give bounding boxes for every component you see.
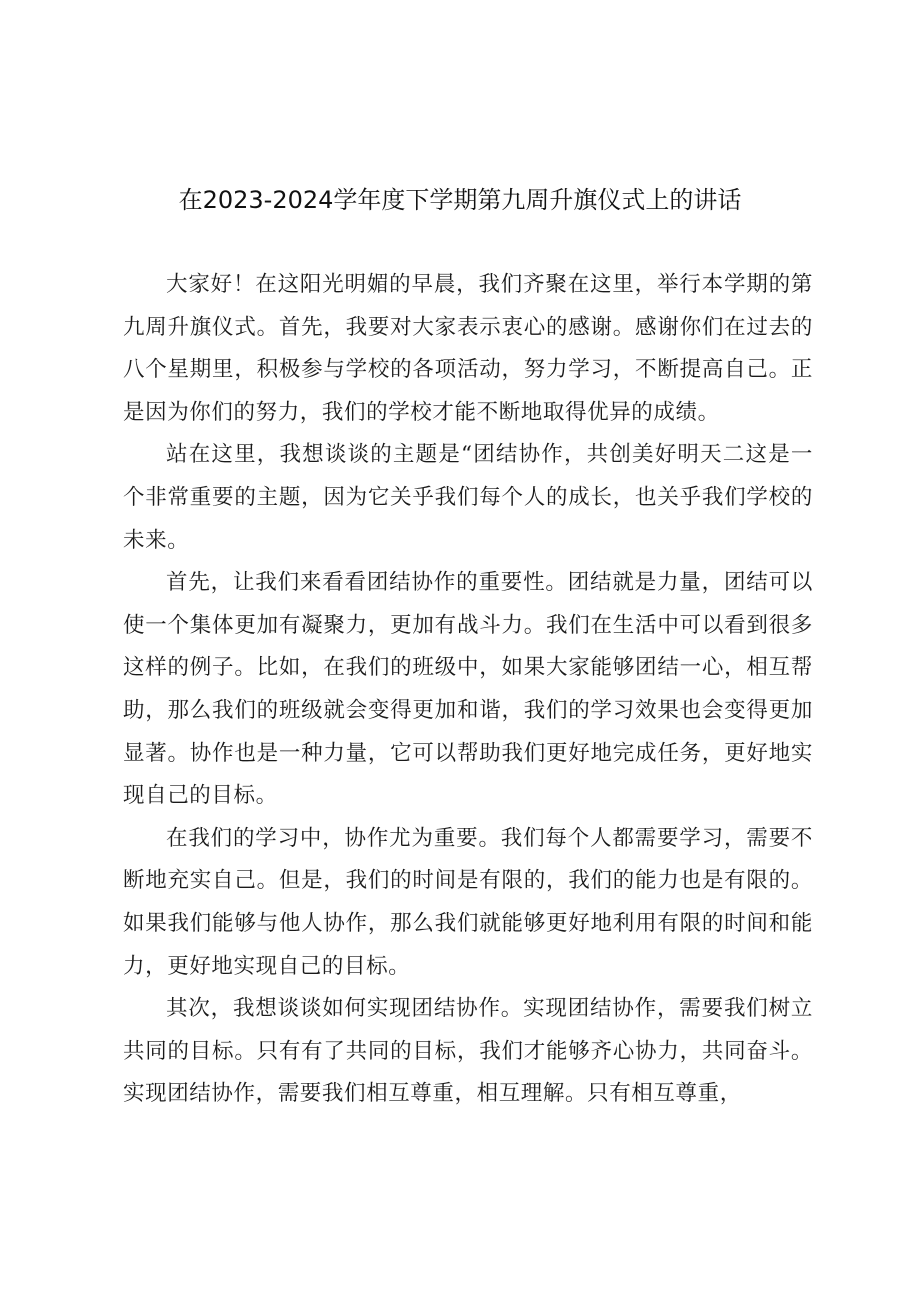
paragraph: 其次，我想谈谈如何实现团结协作。实现团结协作，需要我们树立共同的目标。只有有了共同的目标，我们才能够齐心协力，共同奋斗。实现团结协作，需要我们相互尊重，相互理解。只有相互尊重， <box>123 996 813 1107</box>
document-title: 在2023-2024学年度下学期第九周升旗仪式上的讲话 <box>178 186 742 214</box>
paragraph: 首先，让我们来看看团结协作的重要性。团结就是力量，团结可以使一个集体更加有凝聚力，更加有战斗力。我们在生活中可以看到很多这样的例子。比如，在我们的班级中，如果大家能够团结一心，相互帮助，那么我们的班级就会变得更加和谐，我们的学习效果也会变得更加显著。协作也是一种力量，它可以帮助我们更好地完成任务，更好地实现自己的目标。 <box>123 570 813 809</box>
paragraph: 站在这里，我想谈谈的主题是“团结协作，共创美好明天二这是一个非常重要的主题，因为它关乎我们每个人的成长，也关乎我们学校的未来。 <box>123 442 813 553</box>
paragraph: 大家好！在这阳光明媚的早晨，我们齐聚在这里，举行本学期的第九周升旗仪式。首先，我要对大家表示衷心的感谢。感谢你们在过去的八个星期里，积极参与学校的各项活动，努力学习，不断提高自己。正是因为你们的努力，我们的学校才能不断地取得优异的成绩。 <box>123 272 813 425</box>
paragraph: 在我们的学习中，协作尤为重要。我们每个人都需要学习，需要不断地充实自己。但是，我们的时间是有限的，我们的能力也是有限的。如果我们能够与他人协作，那么我们就能够更好地利用有限的时间和能力，更好地实现自己的目标。 <box>123 825 813 979</box>
document-body <box>123 264 813 1116</box>
